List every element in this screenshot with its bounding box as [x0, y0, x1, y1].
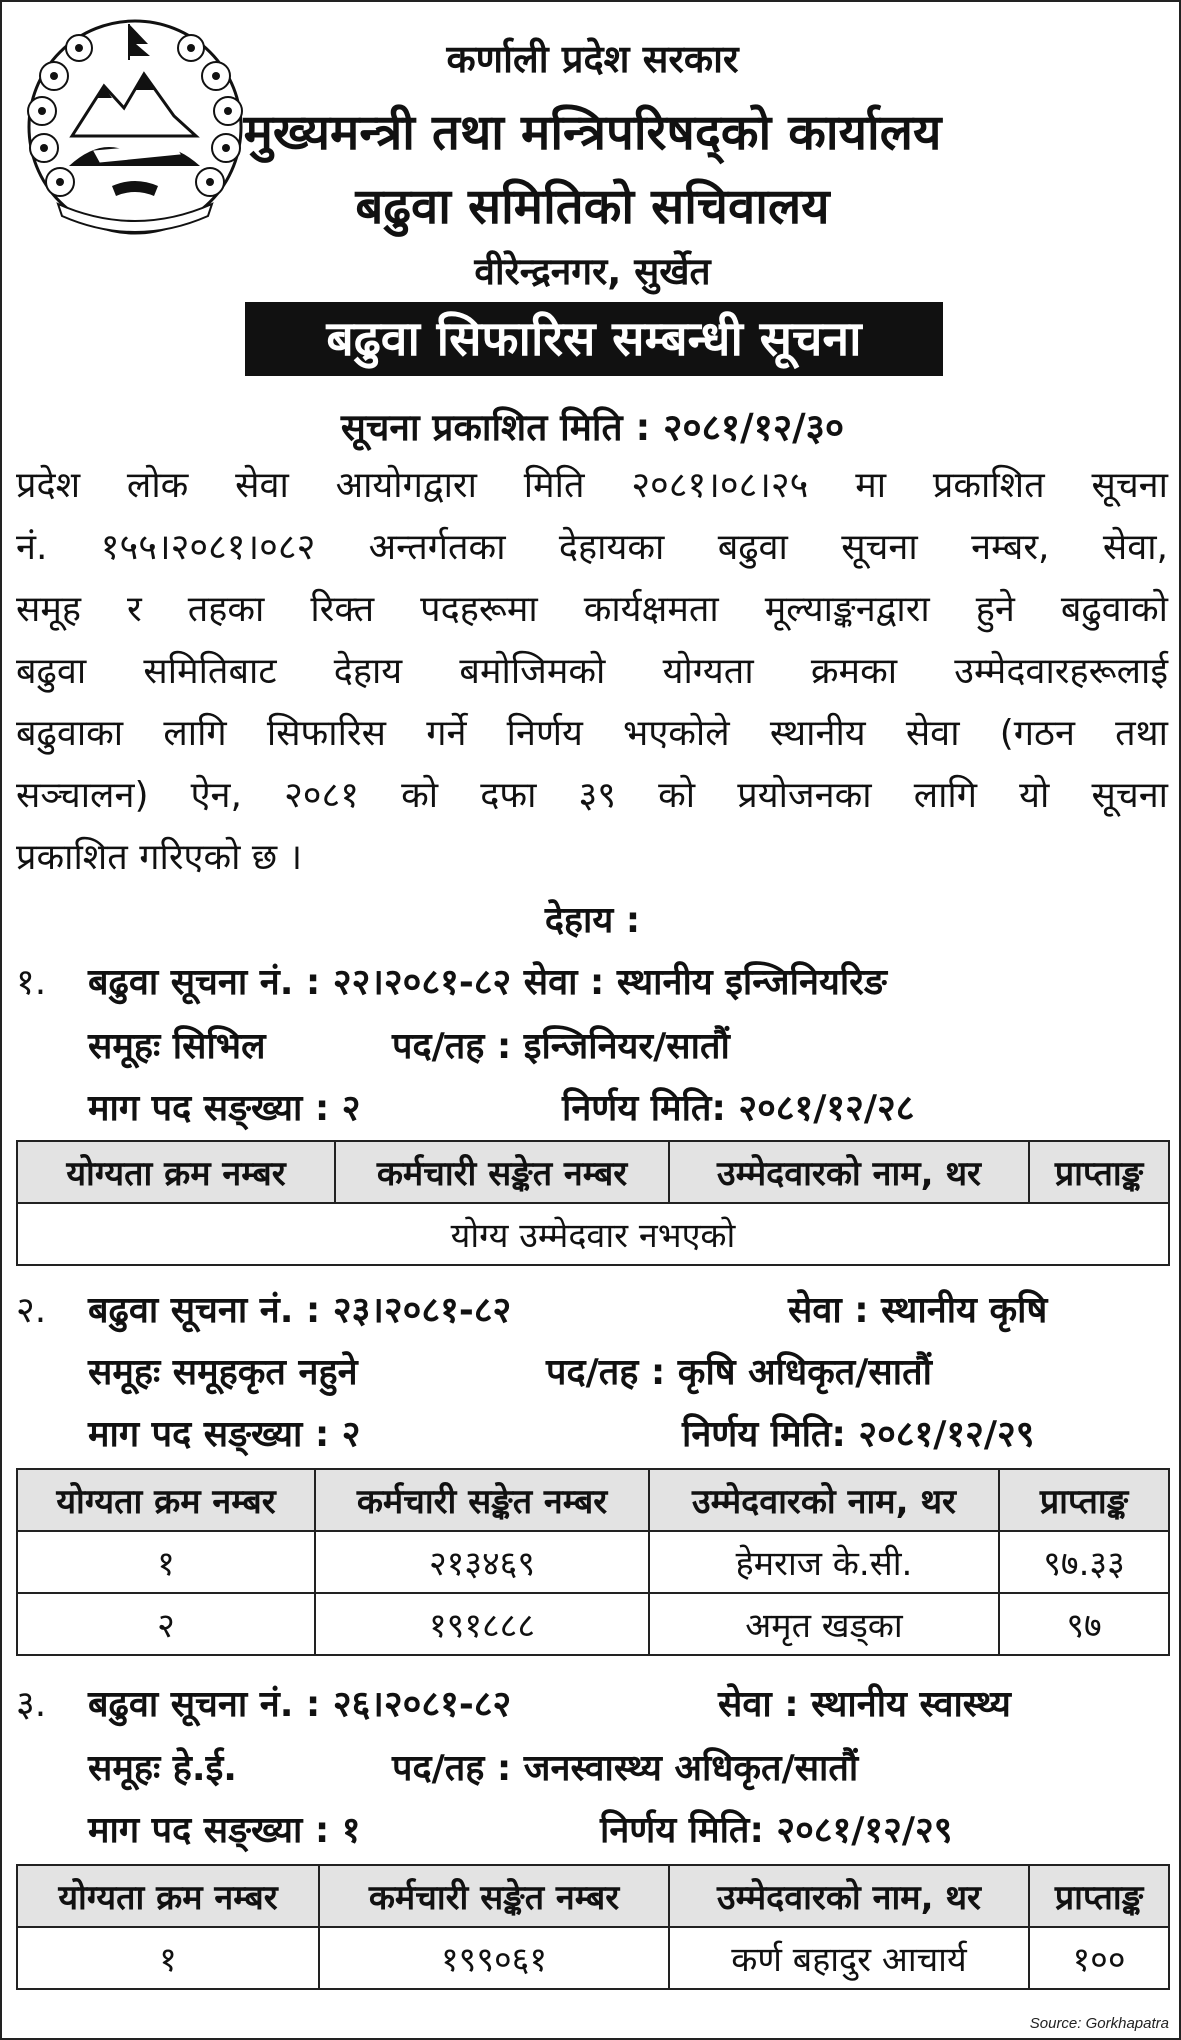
section-group: समूहः समूहकृत नहुने	[88, 1352, 358, 1393]
no-candidate-cell: योग्य उम्मेदवार नभएको	[17, 1203, 1169, 1265]
section-post: पद/तह : जनस्वास्थ्य अधिकृत/सातौं	[392, 1748, 859, 1789]
section-demand: माग पद सङ्ख्या : १	[88, 1810, 361, 1851]
name-cell: अमृत खड्का	[649, 1593, 999, 1655]
section-service: सेवा : स्थानीय स्वास्थ्य	[718, 1684, 1011, 1725]
section-number: २.	[16, 1290, 47, 1331]
paragraph-line: सञ्चालन) ऐन, २०८१ को दफा ३९ को प्रयोजनका लागि यो सूचना	[16, 775, 1168, 816]
location-text: वीरेन्द्रनगर, सुर्खेत	[474, 250, 711, 293]
score-cell: १००	[1029, 1927, 1169, 1989]
results-table	[16, 1864, 1170, 1990]
province-government-title: कर्णाली प्रदेश सरकार	[446, 37, 739, 81]
rank-cell: २	[17, 1593, 315, 1655]
notice-title: बढुवा सिफारिस सम्बन्धी सूचना	[326, 311, 862, 367]
paragraph-line: नं. १५५।२०८१।०८२ अन्तर्गतका देहायका बढुवा सूचना नम्बर, सेवा,	[16, 527, 1168, 568]
section-demand: माग पद सङ्ख्या : २	[88, 1088, 361, 1129]
code-cell: २१३४६९	[315, 1531, 649, 1593]
section-post: पद/तह : कृषि अधिकृत/सातौं	[546, 1352, 932, 1393]
section-notice-line: बढुवा सूचना नं. : २२।२०८१-८२ सेवा : स्थानीय इन्जिनियरिङ	[88, 962, 887, 1003]
header-code: कर्मचारी सङ्केत नम्बर	[319, 1865, 669, 1927]
header-score: प्राप्ताङ्क	[1029, 1141, 1169, 1203]
code-cell: १९९०६१	[319, 1927, 669, 1989]
score-cell: ९७	[999, 1593, 1169, 1655]
rank-cell: १	[17, 1927, 319, 1989]
section-number: १.	[16, 962, 47, 1003]
results-table	[16, 1468, 1170, 1656]
section-service: सेवा : स्थानीय कृषि	[788, 1290, 1048, 1331]
header-score: प्राप्ताङ्क	[999, 1469, 1169, 1531]
section-decision-date: निर्णय मिति: २०८१/१२/२९	[682, 1414, 1035, 1455]
dehaya-heading: देहाय :	[544, 900, 641, 941]
results-table	[16, 1140, 1170, 1266]
paragraph-line: प्रदेश लोक सेवा आयोगद्वारा मिति २०८१।०८।२५ मा प्रकाशित सूचना	[16, 465, 1168, 506]
section-number: ३.	[16, 1684, 47, 1725]
table-row	[17, 1593, 1169, 1655]
source-credit: Source: Gorkhapatra	[1029, 2015, 1169, 2032]
header-rank: योग्यता क्रम नम्बर	[17, 1141, 335, 1203]
publish-date: सूचना प्रकाशित मिति : २०८१/१२/३०	[340, 406, 845, 449]
paragraph-line: बढुवा समितिबाट देहाय बमोजिमको योग्यता क्रमका उम्मेदवारहरूलाई	[16, 651, 1168, 692]
header-score: प्राप्ताङ्क	[1029, 1865, 1169, 1927]
name-cell: कर्ण बहादुर आचार्य	[669, 1927, 1029, 1989]
score-cell: ९७.३३	[999, 1531, 1169, 1593]
header-code: कर्मचारी सङ्केत नम्बर	[315, 1469, 649, 1531]
paragraph-line: बढुवाका लागि सिफारिस गर्ने निर्णय भएकोले स्थानीय सेवा (गठन तथा	[16, 713, 1168, 754]
section-notice-no: बढुवा सूचना नं. : २६।२०८१-८२	[88, 1684, 512, 1725]
section-notice-no: बढुवा सूचना नं. : २३।२०८१-८२	[88, 1290, 512, 1331]
section-decision-date: निर्णय मिति: २०८१/१२/२८	[562, 1088, 915, 1129]
section-decision-date: निर्णय मिति: २०८१/१२/२९	[600, 1810, 953, 1851]
paragraph-line: समूह र तहका रिक्त पदहरूमा कार्यक्षमता मूल्याङ्कनद्वारा हुने बढुवाको	[16, 589, 1168, 630]
section-group: समूहः हे.ई.	[88, 1748, 237, 1789]
rank-cell: १	[17, 1531, 315, 1593]
name-cell: हेमराज के.सी.	[649, 1531, 999, 1593]
table-row	[17, 1531, 1169, 1593]
header-name: उम्मेदवारको नाम, थर	[649, 1469, 999, 1531]
header-name: उम्मेदवारको नाम, थर	[669, 1865, 1029, 1927]
header-rank: योग्यता क्रम नम्बर	[17, 1469, 315, 1531]
section-post: पद/तह : इन्जिनियर/सातौं	[392, 1026, 730, 1067]
header-rank: योग्यता क्रम नम्बर	[17, 1865, 319, 1927]
section-demand: माग पद सङ्ख्या : २	[88, 1414, 361, 1455]
header-code: कर्मचारी सङ्केत नम्बर	[335, 1141, 669, 1203]
code-cell: १९१८८८	[315, 1593, 649, 1655]
section-group: समूहः सिभिल	[88, 1026, 266, 1067]
office-title: मुख्यमन्त्री तथा मन्त्रिपरिषद्को कार्यालय	[243, 104, 942, 161]
secretariat-title: बढुवा समितिको सचिवालय	[355, 178, 830, 235]
paragraph-line: प्रकाशित गरिएको छ ।	[16, 837, 303, 878]
header-name: उम्मेदवारको नाम, थर	[669, 1141, 1029, 1203]
table-row	[17, 1927, 1169, 1989]
